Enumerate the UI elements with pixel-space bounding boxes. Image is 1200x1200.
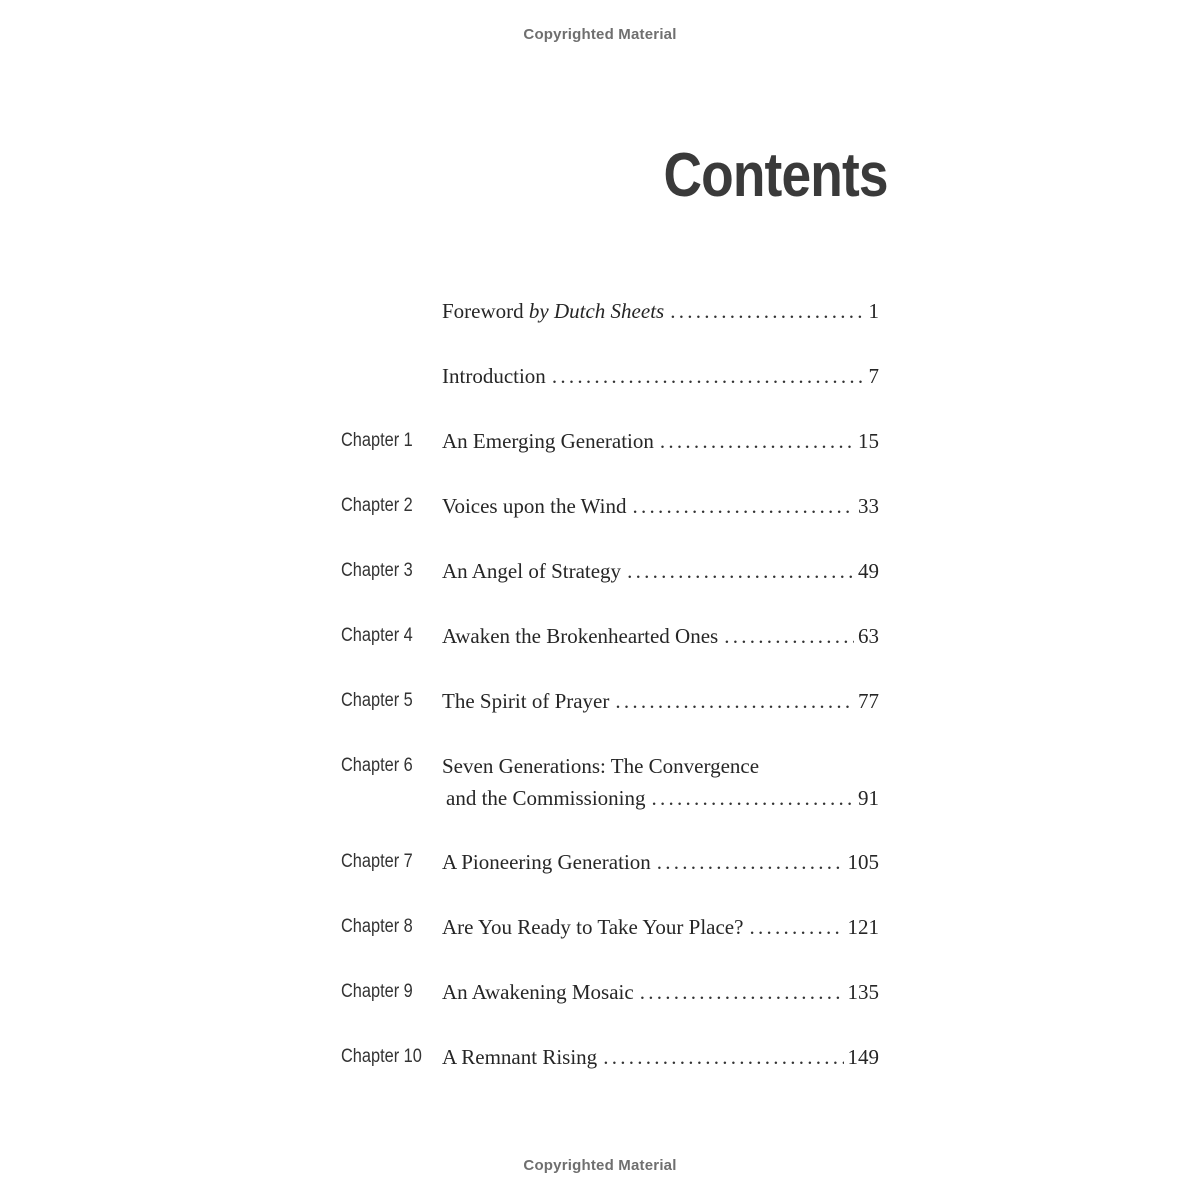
toc-entry-title: Awaken the Brokenhearted Ones (442, 624, 719, 648)
toc-entry-page: 135 (847, 980, 879, 1004)
toc-entry-line (442, 623, 879, 649)
chapter-label: Chapter 3 (341, 560, 413, 581)
toc-entry-line (442, 363, 879, 389)
dot-leader (552, 363, 865, 389)
toc-entry-line (442, 753, 879, 779)
toc-entry-title: A Pioneering Generation (442, 850, 651, 874)
chapter-label: Chapter 4 (341, 625, 413, 646)
toc-entry-title: A Remnant Rising (442, 1045, 598, 1069)
toc-entry-title: An Awakening Mosaic (442, 980, 634, 1004)
toc-entry-title: An Emerging Generation (442, 429, 654, 453)
toc-entry-title: Seven Generations: The Convergence (442, 754, 760, 778)
dot-leader (660, 428, 854, 454)
toc-entry-line (442, 1044, 879, 1070)
chapter-label: Chapter 6 (341, 755, 413, 776)
copyright-watermark-bottom: Copyrighted Material (523, 1157, 677, 1174)
dot-leader (627, 558, 854, 584)
copyright-watermark-top: Copyrighted Material (523, 26, 677, 43)
toc-entry-page: 63 (858, 624, 879, 648)
toc-entry-title: Introduction (442, 364, 546, 388)
chapter-label: Chapter 9 (341, 981, 413, 1002)
toc-entry-line (442, 979, 879, 1005)
dot-leader (670, 298, 864, 324)
page-title: Contents (663, 141, 888, 210)
toc-entry-title: Foreword by Dutch Sheets (442, 299, 665, 323)
dot-leader (603, 1044, 843, 1070)
dot-leader (615, 688, 854, 714)
toc-entry-page: 91 (858, 786, 879, 810)
toc-entry-line (442, 428, 879, 454)
toc-entry-page: 105 (847, 850, 879, 874)
toc-entry-page: 49 (858, 559, 879, 583)
chapter-label: Chapter 7 (341, 851, 413, 872)
toc-entry-title: Voices upon the Wind (442, 494, 627, 518)
dot-leader (749, 914, 843, 940)
toc-entry-line (442, 849, 879, 875)
toc-entry-line (442, 493, 879, 519)
toc-entry-page: 15 (858, 429, 879, 453)
chapter-label: Chapter 2 (341, 495, 413, 516)
chapter-label: Chapter 8 (341, 916, 413, 937)
toc-entry-line (442, 558, 879, 584)
dot-leader (652, 785, 855, 811)
toc-entry-title-continued: and the Commissioning (446, 786, 646, 810)
toc-entry-page: 33 (858, 494, 879, 518)
dot-leader (632, 493, 854, 519)
toc-entry-line (442, 914, 879, 940)
toc-entry-page: 149 (847, 1045, 879, 1069)
toc-entry-line-continued (446, 785, 879, 811)
toc-entry-page: 7 (868, 364, 879, 388)
toc-entry-page: 121 (847, 915, 879, 939)
dot-leader (657, 849, 844, 875)
toc-entry-line (442, 298, 879, 324)
toc-entry-line (442, 688, 879, 714)
chapter-label: Chapter 1 (341, 430, 413, 451)
toc-entry-page: 1 (868, 299, 879, 323)
chapter-label: Chapter 10 (341, 1046, 422, 1067)
dot-leader (640, 979, 844, 1005)
toc-entry-title: An Angel of Strategy (442, 559, 622, 583)
toc-entry-author: by Dutch Sheets (528, 299, 665, 323)
chapter-label: Chapter 5 (341, 690, 413, 711)
toc-entry-title: The Spirit of Prayer (442, 689, 610, 713)
toc-entry-page: 77 (858, 689, 879, 713)
toc-entry-title: Are You Ready to Take Your Place? (442, 915, 744, 939)
dot-leader (724, 623, 854, 649)
